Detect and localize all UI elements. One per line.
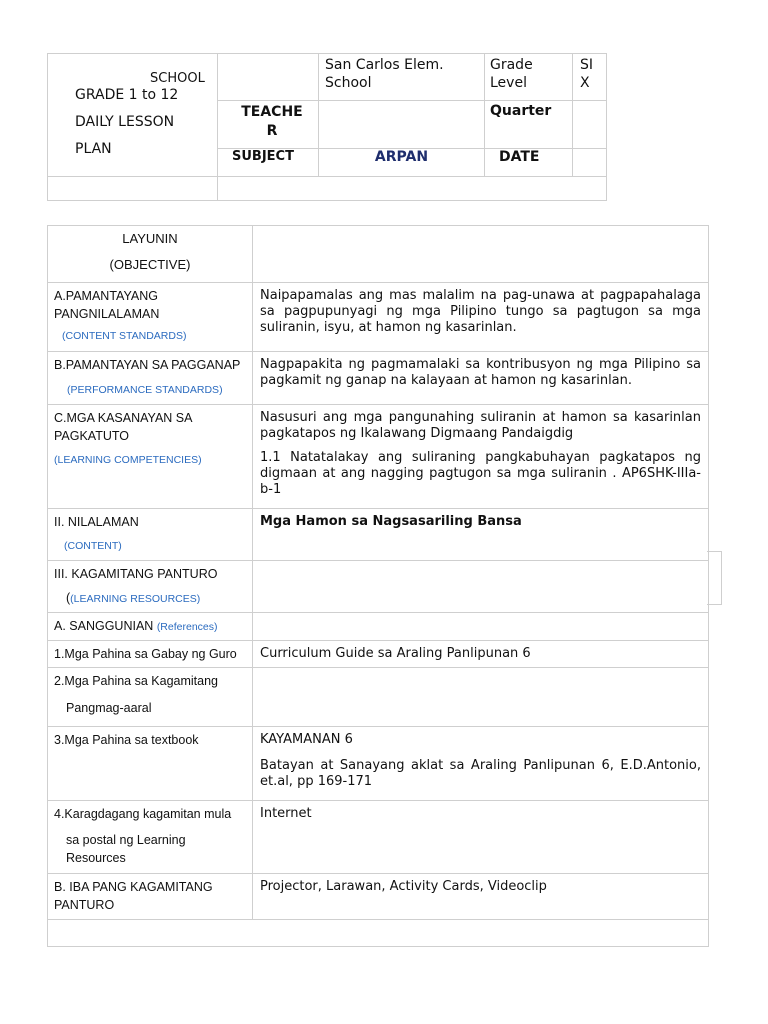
- learning-resources-value: [253, 561, 709, 613]
- table-row: [48, 668, 709, 727]
- performance-standards-label: B.PAMANTAYAN SA PAGGANAP (PERFORMANCE STANDARDS): [48, 352, 253, 405]
- school-blank-cell: [218, 54, 319, 101]
- competencies-value: Nasusuri ang mga pangunahing suliranin at hamon sa kasarinlan pagkatapos ng Ikalawang Digmaang Pandaigdig 1.1 Natatalakay ang suliraning pangkabuhayan pagkatapos ng digmaan at ang nagging pagtugon sa mga suliranin . AP6SHK-IIIa-b-1: [253, 405, 709, 509]
- blank-row: [48, 920, 709, 947]
- competencies-label: C.MGA KASANAYAN SA PAGKATUTO (LEARNING COMPETENCIES): [48, 405, 253, 509]
- learner-materials-value: [253, 668, 709, 727]
- subject-label: SUBJECT: [218, 148, 319, 176]
- table-row: [48, 613, 709, 641]
- table-row: [48, 641, 709, 668]
- textbook-label: 3.Mga Pahina sa textbook: [48, 727, 253, 801]
- other-materials-label: B. IBA PANG KAGAMITANG PANTURO: [48, 874, 253, 920]
- objective-value: [253, 226, 709, 283]
- other-materials-value: Projector, Larawan, Activity Cards, Videoclip: [253, 874, 709, 920]
- table-row: [48, 226, 709, 283]
- table-row: [48, 509, 709, 561]
- title-cell: [48, 54, 218, 177]
- performance-standards-value: Nagpapakita ng pagmamalaki sa kontribusyon ng mga Pilipino sa pagkamit ng ganap na kalayaan at hamon ng kasarinlan.: [253, 352, 709, 405]
- plan-title: GRADE 1 to 12 DAILY LESSON PLAN: [75, 87, 179, 157]
- content-label: II. NILALAMAN (CONTENT): [48, 509, 253, 561]
- cell-border-overhang: [707, 551, 722, 605]
- additional-materials-value: Internet: [253, 801, 709, 874]
- school-label: SCHOOL: [150, 71, 205, 86]
- table-row: [48, 405, 709, 509]
- learner-materials-label: 2.Mga Pahina sa Kagamitang Pangmag-aaral: [48, 668, 253, 727]
- lesson-plan-table: [47, 225, 709, 947]
- textbook-value: KAYAMANAN 6 Batayan at Sanayang aklat sa Araling Panlipunan 6, E.D.Antonio, et.al, pp 169-171: [253, 727, 709, 801]
- additional-materials-label: 4.Karagdagang kagamitan mula sa postal ng Learning Resources: [48, 801, 253, 874]
- teacher-label: TEACHER: [218, 101, 319, 148]
- teacher-value: [319, 101, 485, 148]
- grade-level-value: SIX: [573, 54, 607, 101]
- references-value: [253, 613, 709, 641]
- table-row: [48, 561, 709, 613]
- date-label: DATE: [485, 148, 573, 176]
- quarter-label: Quarter: [485, 101, 573, 148]
- quarter-value: [573, 101, 607, 148]
- learning-resources-label: III. KAGAMITANG PANTURO ((LEARNING RESOURCES): [48, 561, 253, 613]
- content-standards-label: A.PAMANTAYANG PANGNILALAMAN (CONTENT STANDARDS): [48, 283, 253, 352]
- header-table: [47, 53, 607, 201]
- teacher-guide-label: 1.Mga Pahina sa Gabay ng Guro: [48, 641, 253, 668]
- content-standards-value: Naipapamalas ang mas malalim na pag-unawa at pagpapahalaga sa pagpupunyagi ng mga Pilipino tungo sa pagtugon sa mga suliranin, isyu, at hamon ng kasarinlan.: [253, 283, 709, 352]
- content-value: Mga Hamon sa Nagsasariling Bansa: [253, 509, 709, 561]
- references-label: A. SANGGUNIAN (References): [48, 613, 253, 641]
- table-row: [48, 727, 709, 801]
- grade-level-label: Grade Level: [485, 54, 573, 101]
- table-row: [48, 801, 709, 874]
- subject-value: ARPAN: [319, 148, 485, 176]
- table-row: [48, 352, 709, 405]
- teacher-guide-value: Curriculum Guide sa Araling Panlipunan 6: [253, 641, 709, 668]
- school-name: San Carlos Elem. School: [319, 54, 485, 101]
- table-row: [48, 874, 709, 920]
- table-row: [48, 920, 709, 947]
- objective-label: LAYUNIN (OBJECTIVE): [48, 226, 253, 283]
- blank-cell: [48, 177, 218, 201]
- blank-cell: [218, 177, 607, 201]
- table-row: [48, 283, 709, 352]
- date-value: [573, 148, 607, 176]
